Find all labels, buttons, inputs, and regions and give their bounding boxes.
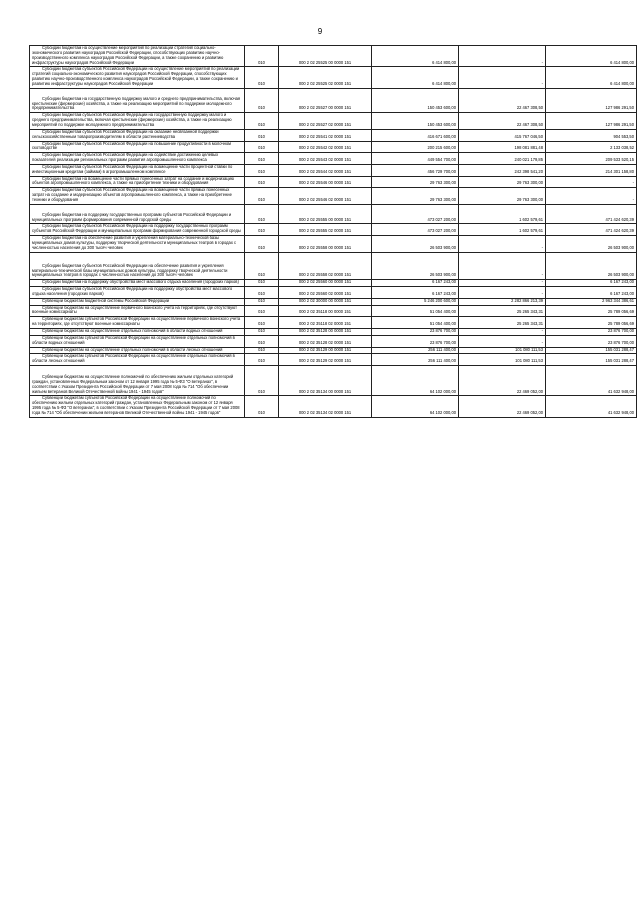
row-approved-amount-cell: 6 414 800,00 xyxy=(372,46,459,67)
row-name-text: Субвенции бюджетам на осуществление отдельных полномочий в области водных отношений xyxy=(42,328,223,333)
row-admin-code-cell: 010 xyxy=(245,67,279,88)
row-approved-amount-cell: 473 027 200,00 xyxy=(372,204,459,224)
row-name-text: Субсидии бюджетам субъектов Российской Федерации на повышение продуктивности в молочном скотоводстве xyxy=(32,141,231,151)
row-budget-code-cell: 000 2 02 25525 02 0000 151 xyxy=(279,67,372,88)
row-name-cell xyxy=(30,153,245,165)
row-name-text: Субсидии бюджетам на обеспечение развития и укрепления материально-технической базы муниципальных домов культуры, поддержку творческой деятельности муниципальных театров в городах с численностью населения до 300 тысяч человек xyxy=(32,235,237,250)
table-row xyxy=(30,366,637,396)
row-name-text: Субвенции бюджетам субъектов Российской Федерации на осуществление полномочий по обеспечению жильем отдельных категорий граждан, установленных Федеральным законом от 12 января 1995 года № 5-ФЗ "О ветеранах", в соответствии с Указом Президента Российской Федерации от 7 мая 2008 года № 714 "Об обеспечении жильем ветеранов Великой Отечественной войны 1941 - 1945 годов" xyxy=(32,395,240,415)
row-approved-amount-cell: 6 167 243,00 xyxy=(372,287,459,299)
row-admin-code-cell: 010 xyxy=(245,141,279,153)
row-name-cell xyxy=(30,305,245,317)
row-budget-code-cell: 000 2 02 30000 00 0000 151 xyxy=(279,298,372,305)
row-name-cell xyxy=(30,328,245,335)
row-remaining-amount-cell: - xyxy=(546,176,637,188)
row-name-text: Субсидии бюджетам субъектов Российской Федерации на возмещение части процентной ставки по инвестиционным кредитам (займам) в агропромышленном комплексе xyxy=(32,164,233,174)
row-remaining-amount-cell: 2 133 038,52 xyxy=(546,141,637,153)
row-approved-amount-cell: 26 503 900,00 xyxy=(372,236,459,253)
table-row xyxy=(30,317,637,329)
table-row xyxy=(30,153,637,165)
row-budget-code-cell: 000 2 02 25558 00 0000 151 xyxy=(279,236,372,253)
row-name-cell xyxy=(30,164,245,176)
row-name-cell xyxy=(30,188,245,205)
table-row xyxy=(30,305,637,317)
row-approved-amount-cell: 51 054 400,00 xyxy=(372,305,459,317)
row-approved-amount-cell: 64 102 000,00 xyxy=(372,396,459,417)
row-executed-amount-cell: - xyxy=(459,252,546,280)
row-name-cell xyxy=(30,396,245,417)
row-budget-code-cell: 000 2 02 35134 02 0000 151 xyxy=(279,396,372,417)
row-name-text: Субсидии бюджетам на возмещение части прямых понесенных затрат на создание и модернизацию объектов агропромышленного комплекса, а также на приобретение техники и оборудования xyxy=(32,176,234,186)
row-name-text: Субсидии бюджетам субъектов Российской Федерации на возмещение части прямых понесенных затрат на создание и модернизацию объектов агропромышленного комплекса, а также на приобретение техники и оборудования xyxy=(32,187,232,202)
row-admin-code-cell: 010 xyxy=(245,204,279,224)
budget-table-body xyxy=(30,46,637,418)
row-remaining-amount-cell: 25 789 056,69 xyxy=(546,317,637,329)
row-name-text: Субсидии бюджетам субъектов Российской Федерации на поддержку государственных программ субъектов Российской Федерации и муниципальных программ формирования современной городской среды xyxy=(32,223,241,234)
row-approved-amount-cell: 456 729 700,00 xyxy=(372,164,459,176)
row-remaining-amount-cell: 6 167 243,00 xyxy=(546,280,637,287)
row-name-cell xyxy=(30,176,245,188)
row-name-text: Субсидии бюджетам субъектов Российской Федерации на государственную поддержку малого и среднего предпринимательства, включая крестьянские (фермерские) хозяйства, а также на реализацию мероприятий по поддержке молодежного предпринимательства xyxy=(32,112,232,127)
row-budget-code-cell: 000 2 02 25555 00 0000 151 xyxy=(279,204,372,224)
row-executed-amount-cell: - xyxy=(459,335,546,347)
row-executed-amount-cell: - xyxy=(459,280,546,287)
row-remaining-amount-cell: 6 414 800,00 xyxy=(546,46,637,67)
row-remaining-amount-cell: 41 632 948,00 xyxy=(546,396,637,417)
row-name-cell xyxy=(30,236,245,253)
row-executed-amount-cell: 2 282 866 213,39 xyxy=(459,298,546,305)
row-approved-amount-cell: 5 246 200 600,00 xyxy=(372,298,459,305)
row-remaining-amount-cell: 41 632 948,00 xyxy=(546,366,637,396)
row-budget-code-cell: 000 2 02 35128 00 0000 151 xyxy=(279,328,372,335)
table-row xyxy=(30,129,637,141)
row-budget-code-cell: 000 2 02 35128 02 0000 151 xyxy=(279,335,372,347)
row-executed-amount-cell: - xyxy=(459,287,546,299)
row-remaining-amount-cell: 127 986 291,50 xyxy=(546,88,637,113)
row-executed-amount-cell: 101 080 111,53 xyxy=(459,347,546,354)
row-executed-amount-cell: - xyxy=(459,67,546,88)
row-budget-code-cell: 000 2 02 25543 02 0000 151 xyxy=(279,153,372,165)
row-remaining-amount-cell: 155 031 288,47 xyxy=(546,347,637,354)
row-admin-code-cell: 010 xyxy=(245,164,279,176)
table-row xyxy=(30,354,637,366)
budget-table xyxy=(29,45,637,418)
row-executed-amount-cell: 242 398 541,20 xyxy=(459,164,546,176)
row-admin-code-cell: 010 xyxy=(245,305,279,317)
row-name-cell xyxy=(30,317,245,329)
row-budget-code-cell: 000 2 02 35118 02 0000 151 xyxy=(279,317,372,329)
row-remaining-amount-cell: 6 167 243,00 xyxy=(546,287,637,299)
row-remaining-amount-cell: - xyxy=(546,188,637,205)
row-admin-code-cell: 010 xyxy=(245,129,279,141)
row-name-cell xyxy=(30,141,245,153)
row-admin-code-cell: 010 xyxy=(245,287,279,299)
table-row xyxy=(30,46,637,67)
row-executed-amount-cell: 29 763 300,00 xyxy=(459,176,546,188)
table-row xyxy=(30,298,637,305)
row-executed-amount-cell: 415 767 046,50 xyxy=(459,129,546,141)
row-budget-code-cell: 000 2 02 25546 00 0000 151 xyxy=(279,176,372,188)
row-executed-amount-cell: 22 467 308,50 xyxy=(459,88,546,113)
row-admin-code-cell: 010 xyxy=(245,252,279,280)
row-name-cell xyxy=(30,46,245,67)
row-name-cell xyxy=(30,224,245,236)
row-executed-amount-cell: 29 763 300,00 xyxy=(459,188,546,205)
row-budget-code-cell: 000 2 02 25558 02 0000 151 xyxy=(279,252,372,280)
table-row xyxy=(30,188,637,205)
row-name-text: Субсидии бюджетам на осуществление мероприятий по реализации стратегий социально-экономического развития наукоградов Российской Федерации, способствующих развитию научно-производственного комплекса наукоградов Российской Федерации, а также сохранению и развитию инфраструктуры наукоградов Российской Федерации xyxy=(32,45,224,65)
row-budget-code-cell: 000 2 02 25560 02 0000 151 xyxy=(279,287,372,299)
row-budget-code-cell: 000 2 02 35118 00 0000 151 xyxy=(279,305,372,317)
row-approved-amount-cell: 29 763 300,00 xyxy=(372,188,459,205)
table-row xyxy=(30,252,637,280)
row-remaining-amount-cell: 2 963 344 386,61 xyxy=(546,298,637,305)
table-row xyxy=(30,204,637,224)
row-executed-amount-cell: 22 467 308,50 xyxy=(459,113,546,130)
row-name-text: Субвенции бюджетам бюджетной системы Российской Федерации xyxy=(42,298,170,303)
row-executed-amount-cell: 22 469 052,00 xyxy=(459,396,546,417)
row-name-cell xyxy=(30,287,245,299)
row-approved-amount-cell: 29 763 300,00 xyxy=(372,176,459,188)
row-executed-amount-cell: 25 265 343,31 xyxy=(459,317,546,329)
row-budget-code-cell: 000 2 02 25560 00 0000 151 xyxy=(279,280,372,287)
row-approved-amount-cell: 51 054 400,00 xyxy=(372,317,459,329)
row-name-text: Субвенции бюджетам субъектов Российской Федерации на осуществление отдельных полномочий в области лесных отношений xyxy=(32,353,235,364)
row-budget-code-cell: 000 2 02 25527 00 0000 151 xyxy=(279,88,372,113)
row-executed-amount-cell: - xyxy=(459,328,546,335)
table-row xyxy=(30,113,637,130)
row-name-cell xyxy=(30,335,245,347)
row-approved-amount-cell: 473 027 200,00 xyxy=(372,224,459,236)
row-name-cell xyxy=(30,252,245,280)
row-name-cell xyxy=(30,129,245,141)
row-remaining-amount-cell: 127 986 291,50 xyxy=(546,113,637,130)
table-row xyxy=(30,88,637,113)
row-name-cell xyxy=(30,280,245,287)
row-approved-amount-cell: 256 111 400,00 xyxy=(372,354,459,366)
row-admin-code-cell: 010 xyxy=(245,354,279,366)
row-name-text: Субсидии бюджетам на государственную поддержку малого и среднего предпринимательства, включая крестьянские (фермерские) хозяйства, а также на реализацию мероприятий по поддержке молодежного предпринимательства xyxy=(32,95,241,111)
table-row xyxy=(30,396,637,417)
row-remaining-amount-cell: 904 553,50 xyxy=(546,129,637,141)
row-budget-code-cell: 000 2 02 25527 02 0000 151 xyxy=(279,113,372,130)
row-name-text: Субсидии бюджетам субъектов Российской Федерации на обеспечение развития и укрепления материально-технической базы муниципальных домов культуры, поддержку творческой деятельности муниципальных театров в городах с численностью населения до 300 тысяч человек xyxy=(32,262,228,278)
row-executed-amount-cell: 22 469 052,00 xyxy=(459,366,546,396)
row-approved-amount-cell: 64 102 000,00 xyxy=(372,366,459,396)
table-row xyxy=(30,224,637,236)
row-name-cell xyxy=(30,204,245,224)
row-budget-code-cell: 000 2 02 25546 02 0000 151 xyxy=(279,188,372,205)
row-name-cell xyxy=(30,366,245,396)
row-remaining-amount-cell: 26 503 900,00 xyxy=(546,252,637,280)
row-remaining-amount-cell: 23 876 700,00 xyxy=(546,328,637,335)
row-budget-code-cell: 000 2 02 25525 00 0000 151 xyxy=(279,46,372,67)
row-admin-code-cell: 010 xyxy=(245,176,279,188)
row-name-text: Субвенции бюджетам субъектов Российской Федерации на осуществление первичного воинского учета на территориях, где отсутствуют военные комиссариаты xyxy=(32,316,241,327)
row-admin-code-cell: 010 xyxy=(245,280,279,287)
row-name-text: Субвенции бюджетам на осуществление отдельных полномочий в области лесных отношений xyxy=(42,347,223,352)
row-approved-amount-cell: 449 554 700,00 xyxy=(372,153,459,165)
row-remaining-amount-cell: 6 414 800,00 xyxy=(546,67,637,88)
row-name-cell xyxy=(30,113,245,130)
row-name-cell xyxy=(30,347,245,354)
row-name-cell xyxy=(30,354,245,366)
row-admin-code-cell: 010 xyxy=(245,335,279,347)
table-row xyxy=(30,164,637,176)
row-name-text: Субсидии бюджетам на поддержку обустройства мест массового отдыха населения (городских парков) xyxy=(42,279,239,285)
table-row xyxy=(30,141,637,153)
row-remaining-amount-cell: 471 424 620,39 xyxy=(546,224,637,236)
row-admin-code-cell: 010 xyxy=(245,88,279,113)
row-budget-code-cell: 000 2 02 35134 00 0000 151 xyxy=(279,366,372,396)
row-approved-amount-cell: 150 453 600,00 xyxy=(372,113,459,130)
row-executed-amount-cell: 1 602 579,61 xyxy=(459,224,546,236)
row-admin-code-cell: 010 xyxy=(245,347,279,354)
row-name-text: Субсидии бюджетам субъектов Российской Федерации на поддержку обустройства мест массового отдыха населения (городских парков) xyxy=(32,286,233,296)
row-name-text: Субсидии бюджетам на поддержку государственных программ субъектов Российской Федерации и муниципальных программ формирования современной городской среды xyxy=(32,211,232,222)
row-budget-code-cell: 000 2 02 25544 02 0000 151 xyxy=(279,164,372,176)
row-executed-amount-cell: - xyxy=(459,236,546,253)
row-name-cell xyxy=(30,88,245,113)
row-remaining-amount-cell: 23 876 700,00 xyxy=(546,335,637,347)
row-remaining-amount-cell: 471 424 620,39 xyxy=(546,204,637,224)
table-row xyxy=(30,287,637,299)
table-row xyxy=(30,236,637,253)
row-budget-code-cell: 000 2 02 25541 02 0000 151 xyxy=(279,129,372,141)
row-budget-code-cell: 000 2 02 35129 00 0000 151 xyxy=(279,347,372,354)
table-row xyxy=(30,176,637,188)
row-admin-code-cell: 010 xyxy=(245,46,279,67)
row-budget-code-cell: 000 2 02 25555 02 0000 151 xyxy=(279,224,372,236)
row-admin-code-cell: 010 xyxy=(245,153,279,165)
row-budget-code-cell: 000 2 02 25542 02 0000 151 xyxy=(279,141,372,153)
row-name-text: Субвенции бюджетам субъектов Российской Федерации на осуществление отдельных полномочий в области водных отношений xyxy=(32,335,235,345)
row-approved-amount-cell: 6 414 800,00 xyxy=(372,67,459,88)
table-row xyxy=(30,280,637,287)
row-name-text: Субвенции бюджетам на осуществление первичного воинского учета на территориях, где отсутствуют военные комиссариаты xyxy=(32,305,238,315)
row-executed-amount-cell: 240 021 179,85 xyxy=(459,153,546,165)
row-remaining-amount-cell: 155 031 288,47 xyxy=(546,354,637,366)
row-name-text: Субсидии бюджетам субъектов Российской Федерации на содействие достижению целевых показателей реализации региональных программ развития агропромышленного комплекса xyxy=(32,152,219,163)
row-executed-amount-cell: 101 080 111,53 xyxy=(459,354,546,366)
row-approved-amount-cell: 256 111 400,00 xyxy=(372,347,459,354)
row-admin-code-cell: 010 xyxy=(245,396,279,417)
page-number: 9 xyxy=(317,27,323,36)
row-approved-amount-cell: 23 876 700,00 xyxy=(372,335,459,347)
row-admin-code-cell: 010 xyxy=(245,224,279,236)
row-name-text: Субвенции бюджетам на осуществление полномочий по обеспечению жильем отдельных категорий граждан, установленных Федеральным законом от 12 января 1995 года № 5-ФЗ "О ветеранах", в соответствии с Указом Президента Российской Федерации от 7 мая 2008 года № 714 "Об обеспечении жильем ветеранов Великой Отечественной войны 1941 - 1945 годов" xyxy=(32,374,234,394)
row-budget-code-cell: 000 2 02 35129 02 0000 151 xyxy=(279,354,372,366)
row-approved-amount-cell: 200 215 600,00 xyxy=(372,141,459,153)
row-name-text: Субсидии бюджетам субъектов Российской Федерации на осуществление мероприятий по реализации стратегий социально-экономического развития наукоградов Российской Федерации, способствующих развитию научно-производственного комплекса наукоградов Российской Федерации, а также сохранению и развитию инфраструктуры наукоградов Российской Федерации xyxy=(32,66,240,86)
row-approved-amount-cell: 26 503 900,00 xyxy=(372,252,459,280)
table-row xyxy=(30,335,637,347)
row-executed-amount-cell: 1 602 579,61 xyxy=(459,204,546,224)
row-remaining-amount-cell: 25 789 056,69 xyxy=(546,305,637,317)
row-executed-amount-cell: 198 081 881,48 xyxy=(459,141,546,153)
row-admin-code-cell: 010 xyxy=(245,188,279,205)
row-remaining-amount-cell: 209 533 520,15 xyxy=(546,153,637,165)
row-admin-code-cell: 010 xyxy=(245,366,279,396)
row-name-text: Субсидии бюджетам субъектов Российской Федерации на оказание несвязанной поддержки сельскохозяйственным товаропроизводителям в области растениеводства xyxy=(32,129,219,139)
row-name-cell xyxy=(30,298,245,305)
row-admin-code-cell: 010 xyxy=(245,298,279,305)
row-approved-amount-cell: 23 876 700,00 xyxy=(372,328,459,335)
row-remaining-amount-cell: 214 301 158,80 xyxy=(546,164,637,176)
row-executed-amount-cell: 25 265 343,31 xyxy=(459,305,546,317)
table-row xyxy=(30,67,637,88)
row-approved-amount-cell: 6 167 243,00 xyxy=(372,280,459,287)
row-approved-amount-cell: 150 453 600,00 xyxy=(372,88,459,113)
row-executed-amount-cell: - xyxy=(459,46,546,67)
row-approved-amount-cell: 416 671 600,00 xyxy=(372,129,459,141)
row-remaining-amount-cell: 26 503 900,00 xyxy=(546,236,637,253)
table-row xyxy=(30,328,637,335)
row-admin-code-cell: 010 xyxy=(245,236,279,253)
row-admin-code-cell: 010 xyxy=(245,328,279,335)
row-admin-code-cell: 010 xyxy=(245,113,279,130)
row-name-cell xyxy=(30,67,245,88)
row-admin-code-cell: 010 xyxy=(245,317,279,329)
table-row xyxy=(30,347,637,354)
